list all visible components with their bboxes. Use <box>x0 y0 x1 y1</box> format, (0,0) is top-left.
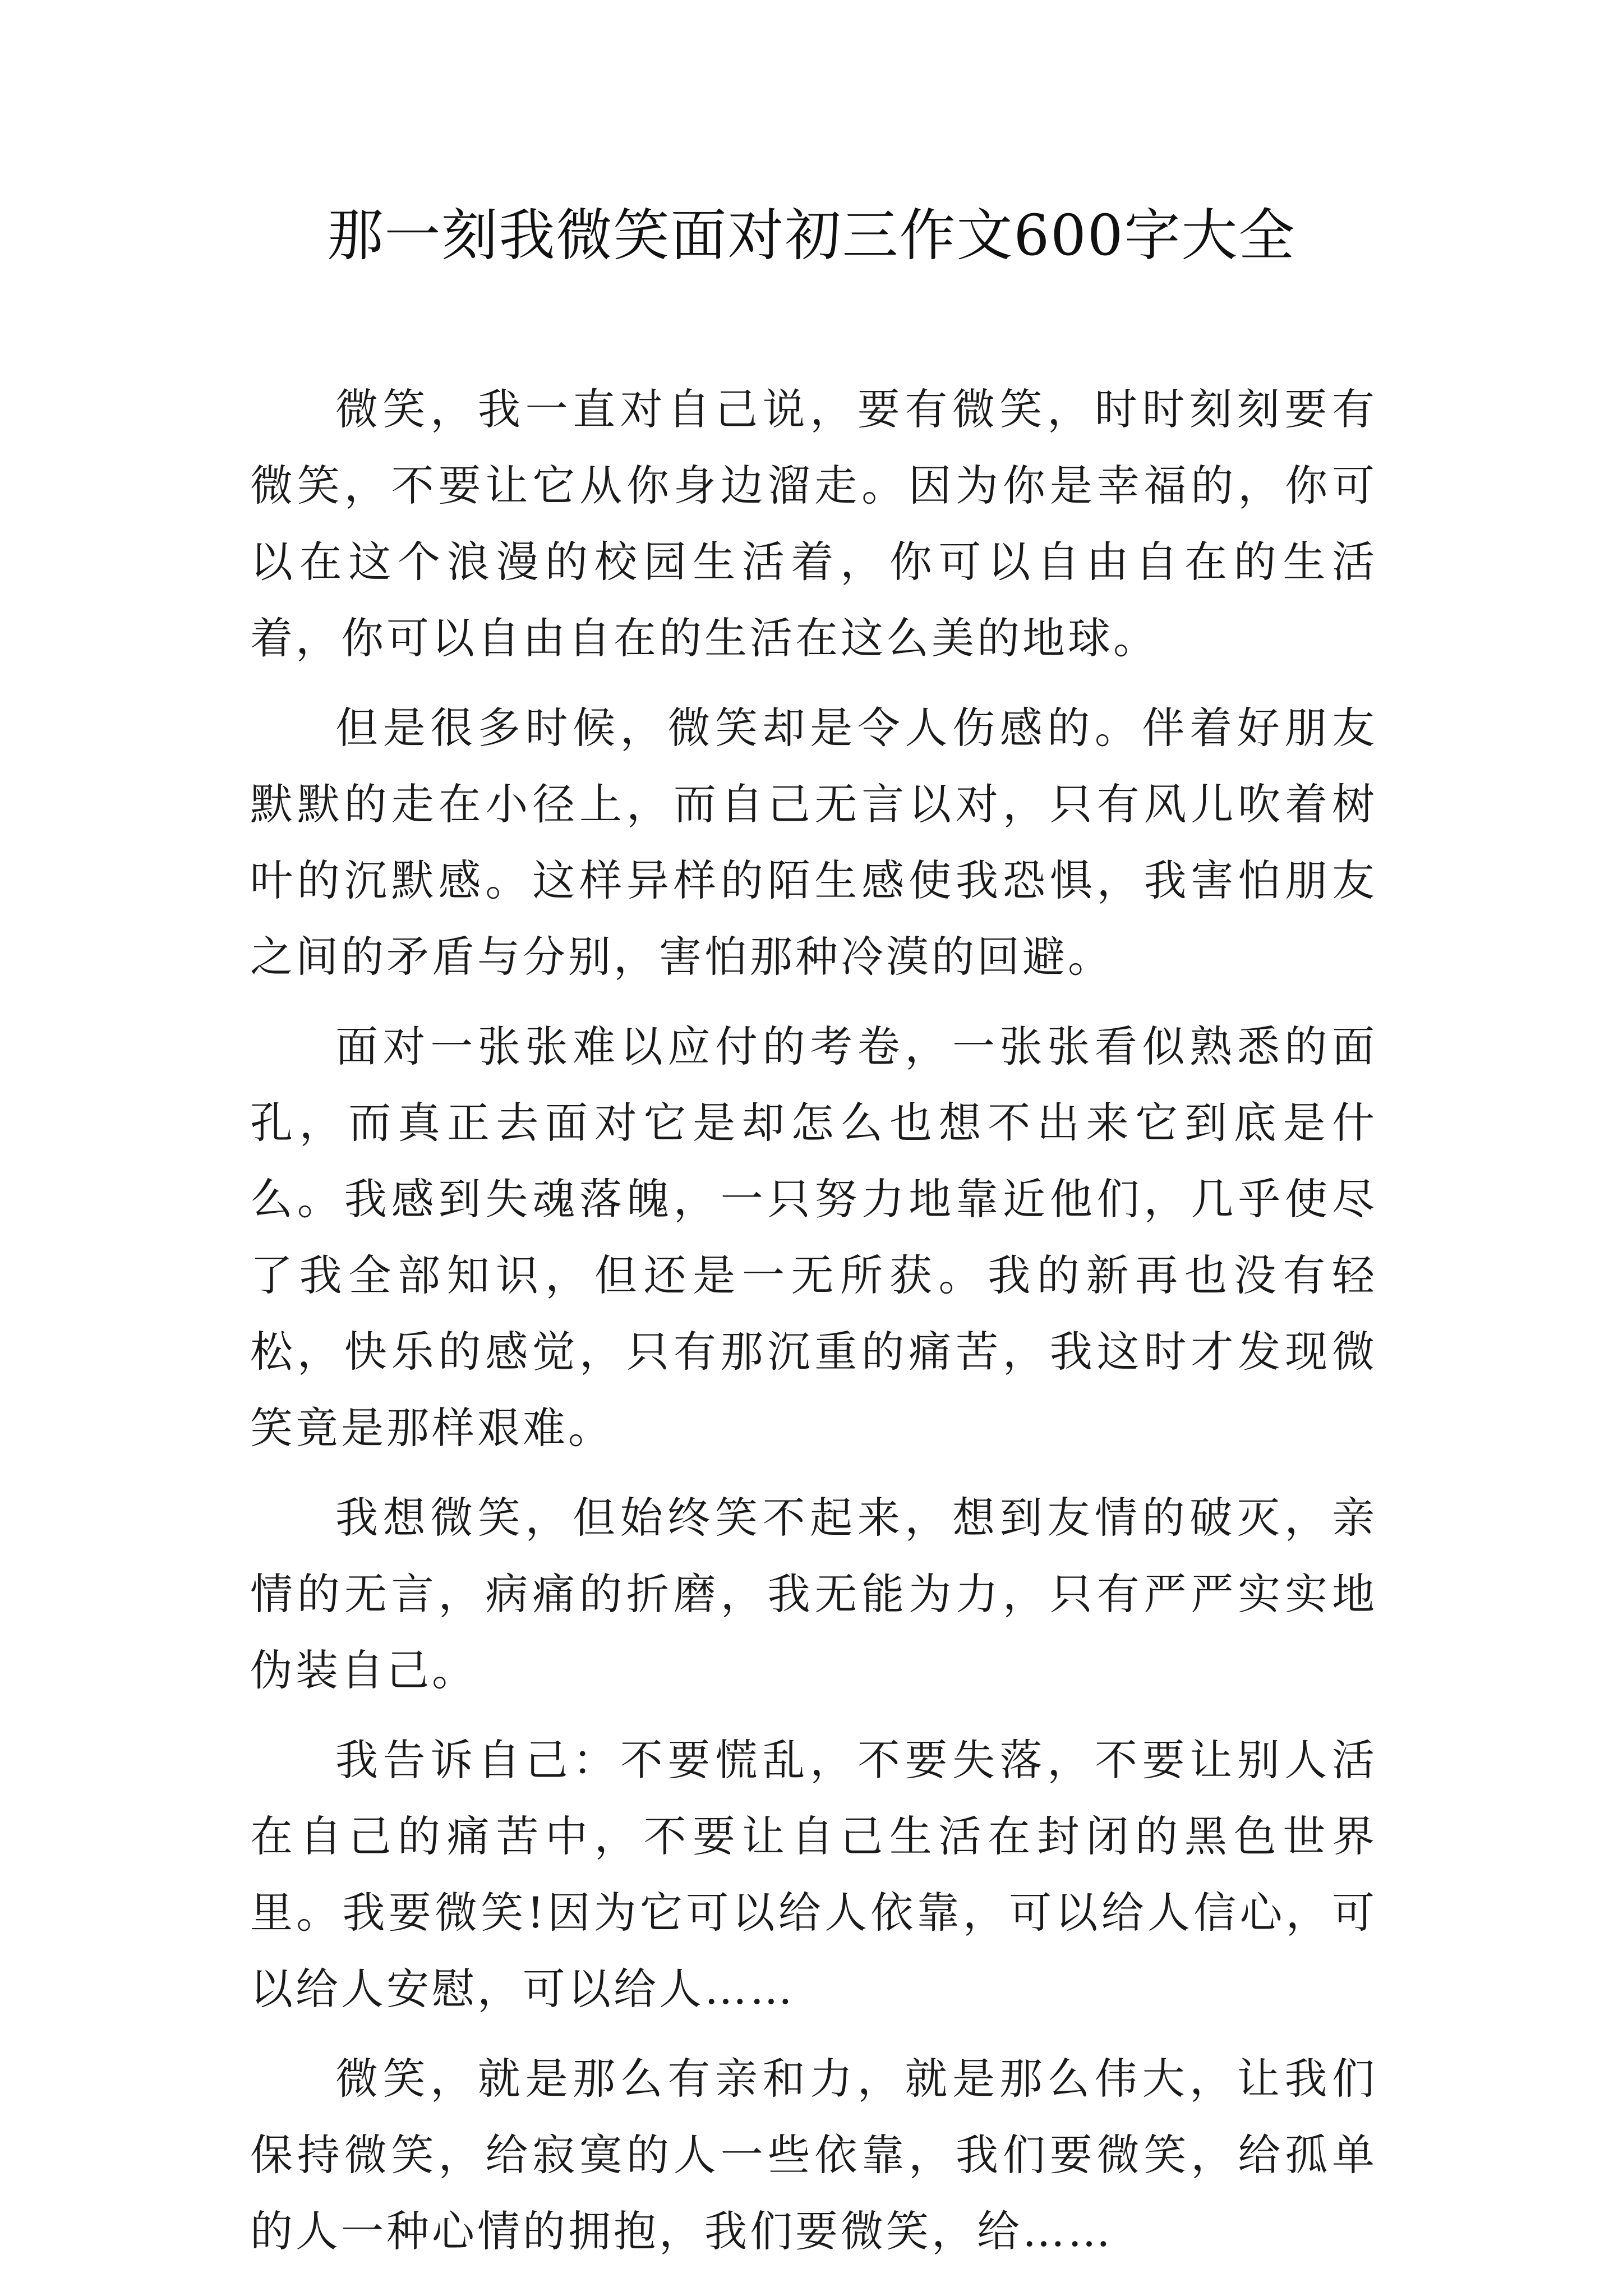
document-body <box>250 371 1377 2283</box>
document-title: 那一刻我微笑面对初三作文600字大全 <box>327 203 1296 268</box>
paragraph-6: 微笑，就是那么有亲和力，就是那么伟大，让我们保持微笑，给寂寞的人一些依靠，我们要微笑，给孤单的人一种心情的拥抱，我们要微笑，给…… <box>250 2054 1377 2256</box>
paragraph-4: 我想微笑，但始终笑不起来，想到友情的破灭，亲情的无言，病痛的折磨，我无能为力，只有严严实实地伪装自己。 <box>250 1493 1377 1695</box>
paragraph-1: 微笑，我一直对自己说，要有微笑，时时刻刻要有微笑，不要让它从你身边溜走。因为你是幸福的，你可以在这个浪漫的校园生活着，你可以自由自在的生活着，你可以自由自在的生活在这么美的地球。 <box>250 384 1377 663</box>
paragraph-5: 我告诉自己：不要慌乱，不要失落，不要让别人活在自己的痛苦中，不要让自己生活在封闭的黑色世界里。我要微笑!因为它可以给人依靠，可以给人信心，可以给人安慰，可以给人…… <box>250 1735 1377 2014</box>
paragraph-3: 面对一张张难以应付的考卷，一张张看似熟悉的面孔，而真正去面对它是却怎么也想不出来它到底是什么。我感到失魂落魄，一只努力地靠近他们，几乎使尽了我全部知识，但还是一无所获。我的新再也没有轻松，快乐的感觉，只有那沉重的痛苦，我这时才发现微笑竟是那样艰难。 <box>250 1022 1377 1453</box>
paragraph-2: 但是很多时候，微笑却是令人伤感的。伴着好朋友默默的走在小径上，而自己无言以对，只有风儿吹着树叶的沉默感。这样异样的陌生感使我恐惧，我害怕朋友之间的矛盾与分别，害怕那种冷漠的回避。 <box>250 703 1377 982</box>
